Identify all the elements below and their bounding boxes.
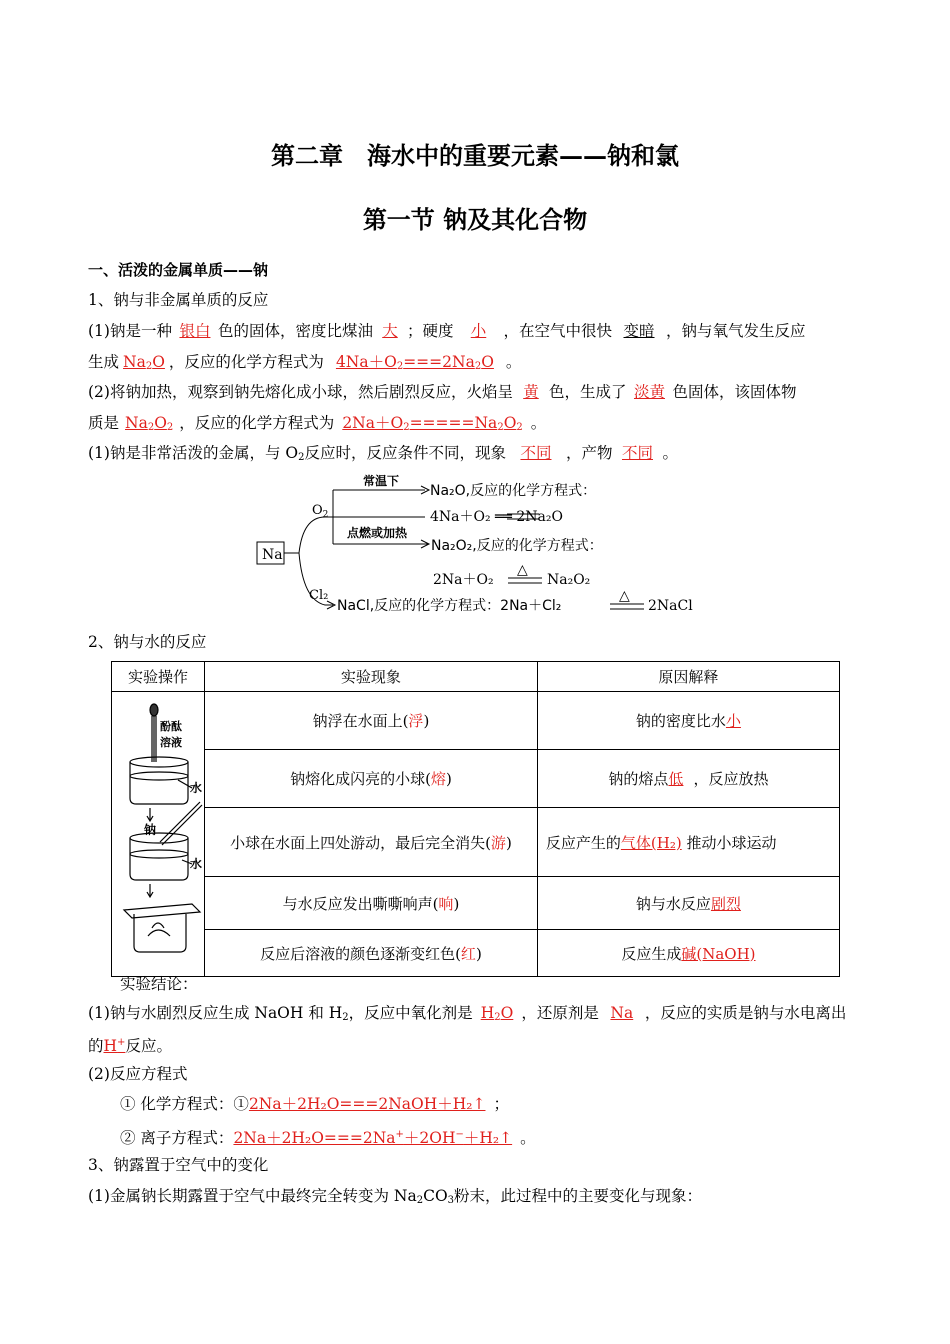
chemical-equation-line: ① 化学方程式：①2Na＋2H₂O===2NaOH＋H₂↑ ；	[120, 1095, 509, 1113]
explanation-cell: 反应产生的气体(H₂) 推动小球运动	[537, 808, 839, 877]
answer-h2o: $H_2O$	[480, 1004, 514, 1023]
answer-equation-2: $2Na+O_2=====Na_2O_2$	[342, 414, 523, 433]
heading-air-exposure: 3、钠露置于空气中的变化	[88, 1156, 269, 1174]
paragraph-1-line-2: 生成 $Na_2O$ ，反应的化学方程式为 $4Na+O_2===2Na_2O$ 。	[88, 353, 522, 372]
diagram-cl2: Cl₂	[309, 588, 329, 603]
answer-h-plus: H+	[103, 1037, 126, 1055]
equation-nacl-right: 2NaCl	[648, 598, 693, 614]
chapter-title: 第二章 海水中的重要元素——钠和氯	[271, 141, 679, 170]
answer-na2o2: $Na_2O_2$	[125, 414, 174, 433]
paragraph-air-exposure: (1)金属钠长期露置于空气中最终完全转变为 $Na_2CO_3$粉末，此过程中的主要变化与现象：	[88, 1187, 703, 1206]
table-row	[112, 692, 840, 750]
table-row	[112, 930, 840, 977]
heading-sodium: 一、活泼的金属单质——钠	[88, 261, 269, 279]
equation-na2o2-left: 2Na＋O₂	[433, 572, 494, 588]
phenomenon-cell: 钠浮在水面上(浮)	[205, 692, 538, 750]
conclusion-1-line-2: 的H+反应。	[88, 1037, 172, 1055]
answer-equation-1: $4Na+O_2===2Na_2O$	[335, 353, 494, 372]
answer-na2o: $Na_2O$	[123, 353, 165, 372]
paragraph-2-line-2: 质是 $Na_2O_2$ ，反应的化学方程式为 $2Na+O_2=====Na_2O_2$ 。	[88, 414, 547, 433]
phenomenon-cell: 钠熔化成闪亮的小球(熔)	[205, 750, 538, 808]
experiment-table	[111, 661, 840, 977]
label-phenolphthalein-2: 溶液	[160, 736, 182, 749]
header-operation: 实验操作	[112, 662, 205, 692]
diagram-na: Na	[262, 547, 283, 563]
delta-icon-2: △	[619, 588, 630, 604]
result-na2o: Na₂O,反应的化学方程式：	[430, 483, 597, 499]
label-water-2: 水	[190, 857, 203, 871]
paragraph-2-line-1: (2)将钠加热，观察到钠先熔化成小球，然后剧烈反应，火焰呈 黄 色，生成了 淡黄 色固体，该固体物	[88, 383, 797, 401]
explanation-cell: 钠与水反应剧烈	[537, 877, 839, 930]
condition-heat: 点燃或加热	[347, 526, 408, 540]
header-explanation: 原因解释	[537, 662, 839, 692]
condition-room-temp: 常温下	[363, 474, 400, 488]
label-water-1: 水	[190, 781, 203, 795]
table-row	[112, 877, 840, 930]
heading-nonmetal-reaction: 1、钠与非金属单质的反应	[88, 291, 269, 309]
table-row	[112, 750, 840, 808]
conclusion-label: 实验结论：	[120, 975, 198, 993]
result-nacl: NaCl,反应的化学方程式：2Na＋Cl₂	[337, 598, 562, 614]
result-na2o2: Na₂O₂,反应的化学方程式：	[431, 538, 603, 554]
delta-icon: △	[517, 562, 528, 578]
explanation-cell: 反应生成碱(NaOH)	[537, 930, 839, 977]
reaction-diagram	[255, 470, 705, 620]
conclusion-2: (2)反应方程式	[88, 1065, 188, 1083]
equation-na2o: 4Na＋O₂ ══ 2Na₂O	[430, 509, 563, 525]
paragraph-1-line-1: (1)钠是一种 银白 色的固体，密度比煤油 大 ；硬度 小 ，在空气中很快 变暗 ，钠与氧气发生反应	[88, 322, 806, 340]
heading-water-reaction: 2、钠与水的反应	[88, 633, 207, 651]
label-phenolphthalein-1: 酚酞	[160, 720, 182, 733]
ionic-equation-line: ② 离子方程式：2Na＋2H₂O===2Na+＋2OH−＋H₂↑ 。	[120, 1129, 536, 1147]
explanation-cell: 钠的熔点低 ，反应放热	[537, 750, 839, 808]
table-row	[112, 808, 840, 877]
table-header-row	[112, 662, 840, 692]
phenomenon-cell: 与水反应发出嘶嘶响声(响)	[205, 877, 538, 930]
conclusion-1-line-1: (1)钠与水剧烈反应生成 NaOH 和 $H_2$，反应中氧化剂是 $H_2O$ ，还原剂是 Na ，反应的实质是钠与水电离出	[88, 1004, 847, 1023]
header-phenomenon: 实验现象	[205, 662, 538, 692]
paragraph-3: (1)钠是非常活泼的金属，与 $O_2$反应时，反应条件不同，现象 不同 ，产物 不同 。	[88, 444, 679, 463]
equation-na2o2-right: Na₂O₂	[547, 572, 591, 588]
diagram-o2: $O_2$	[312, 503, 329, 520]
explanation-cell: 钠的密度比水小	[537, 692, 839, 750]
apparatus-cell	[112, 692, 205, 977]
section-title: 第一节 钠及其化合物	[362, 205, 588, 234]
phenomenon-cell: 小球在水面上四处游动，最后完全消失(游)	[205, 808, 538, 877]
phenomenon-cell: 反应后溶液的颜色逐渐变红色(红)	[205, 930, 538, 977]
label-sodium: 钠	[144, 823, 157, 837]
apparatus-illustration	[112, 692, 204, 972]
